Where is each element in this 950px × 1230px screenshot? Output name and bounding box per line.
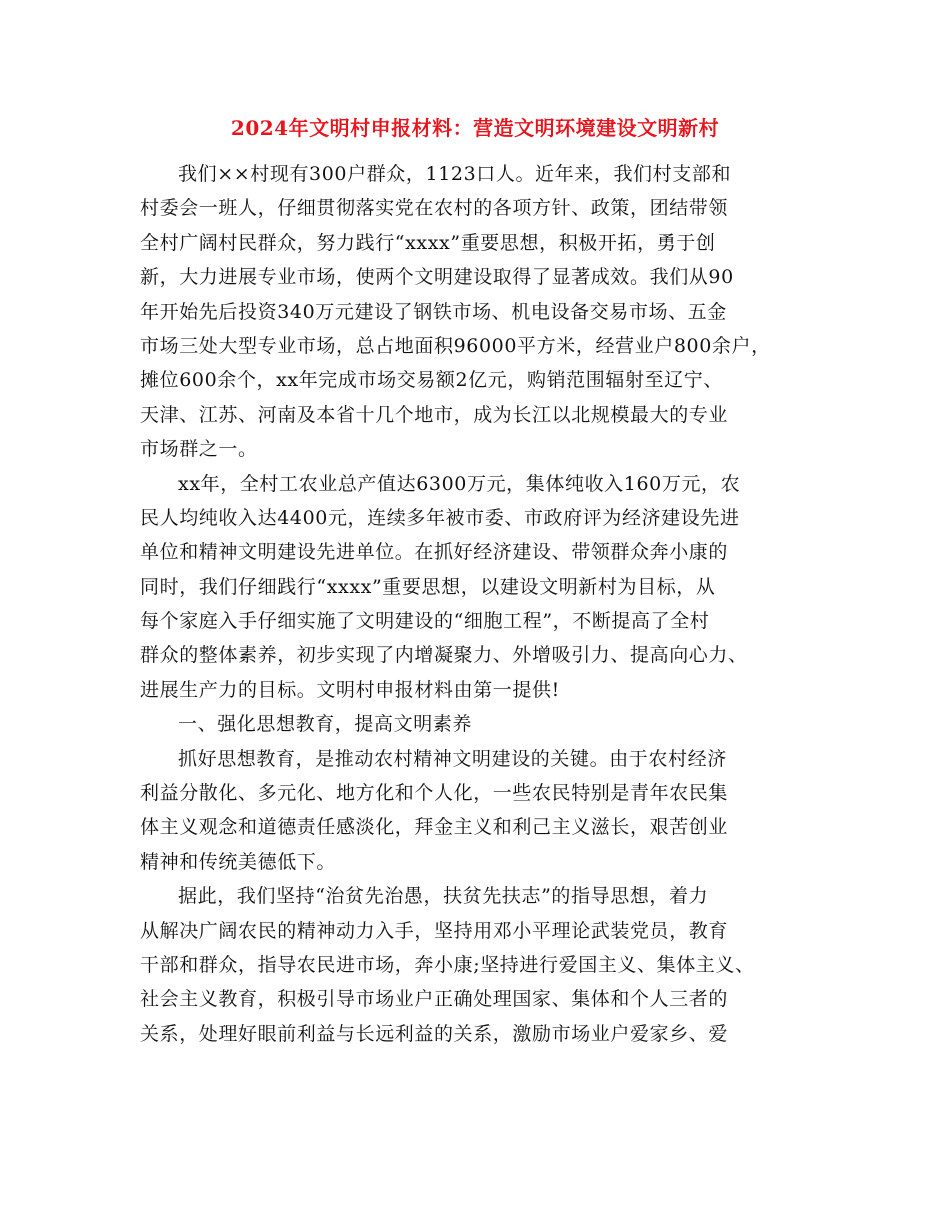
body-line: 摊位600余个，xx年完成市场交易额2亿元，购销范围辐射至辽宁、: [140, 369, 723, 392]
body-line: 从解决广阔农民的精神动力入手，坚持用邓小平理论武装党员，教育: [140, 919, 729, 942]
body-line: 每个家庭入手仔细实施了文明建设的“细胞工程”，不断提高了全村: [140, 610, 710, 633]
body-line: 干部和群众，指导农民进市场，奔小康;坚持进行爱国主义、集体主义、: [140, 953, 755, 976]
body-line: 民人均纯收入达4400元，连续多年被市委、市政府评为经济建设先进: [140, 506, 740, 529]
body-line: 单位和精神文明建设先进单位。在抓好经济建设、带领群众奔小康的: [140, 541, 729, 564]
body-line: 群众的整体素养，初步实现了内增凝聚力、外增吸引力、提高向心力、: [140, 644, 748, 667]
document-body: [140, 157, 830, 1051]
body-line: 年开始先后投资340万元建设了钢铁市场、机电设备交易市场、五金: [140, 300, 727, 323]
body-line: 利益分散化、多元化、地方化和个人化，一些农民特别是青年农民集: [140, 782, 729, 805]
body-line: 市场群之一。: [140, 438, 258, 461]
body-line: 天津、江苏、河南及本省十几个地市，成为长江以北规模最大的专业: [140, 403, 729, 426]
body-line: 进展生产力的目标。文明村申报材料由第一提供!: [140, 678, 560, 701]
document-title: 2024年文明村申报材料：营造文明环境建设文明新村: [230, 116, 720, 140]
body-line: 精神和传统美德低下。: [140, 850, 337, 873]
body-line: 抓好思想教育，是推动农村精神文明建设的关键。由于农村经济: [178, 747, 727, 770]
body-line: 全村广阔村民群众，努力践行“xxxx”重要思想，积极开拓，勇于创: [140, 231, 716, 254]
body-line: 社会主义教育，积极引导市场业户正确处理国家、集体和个人三者的: [140, 988, 729, 1011]
body-line: 关系，处理好眼前利益与长远利益的关系，激励市场业户爱家乡、爱: [140, 1022, 729, 1045]
body-line: xx年，全村工农业总产值达6300万元，集体纯收入160万元，农: [178, 472, 741, 495]
body-line: 新，大力进展专业市场，使两个文明建设取得了显著成效。我们从90: [140, 266, 734, 289]
body-line: 据此，我们坚持“治贫先治愚，扶贫先扶志”的指导思想，着力: [178, 885, 709, 908]
body-line: 体主义观念和道德责任感淡化，拜金主义和利己主义滋长，艰苦创业: [140, 816, 729, 839]
body-line: 市场三处大型专业市场，总占地面积96000平方米，经营业户800余户，: [140, 334, 771, 357]
body-line: 村委会一班人，仔细贯彻落实党在农村的各项方针、政策，团结带领: [140, 197, 729, 220]
body-line: 同时，我们仔细践行“xxxx”重要思想，以建设文明新村为目标，从: [140, 575, 716, 598]
body-line: 一、强化思想教育，提高文明素养: [178, 713, 473, 736]
body-line: 我们××村现有300户群众，1123口人。近年来，我们村支部和: [178, 163, 732, 185]
